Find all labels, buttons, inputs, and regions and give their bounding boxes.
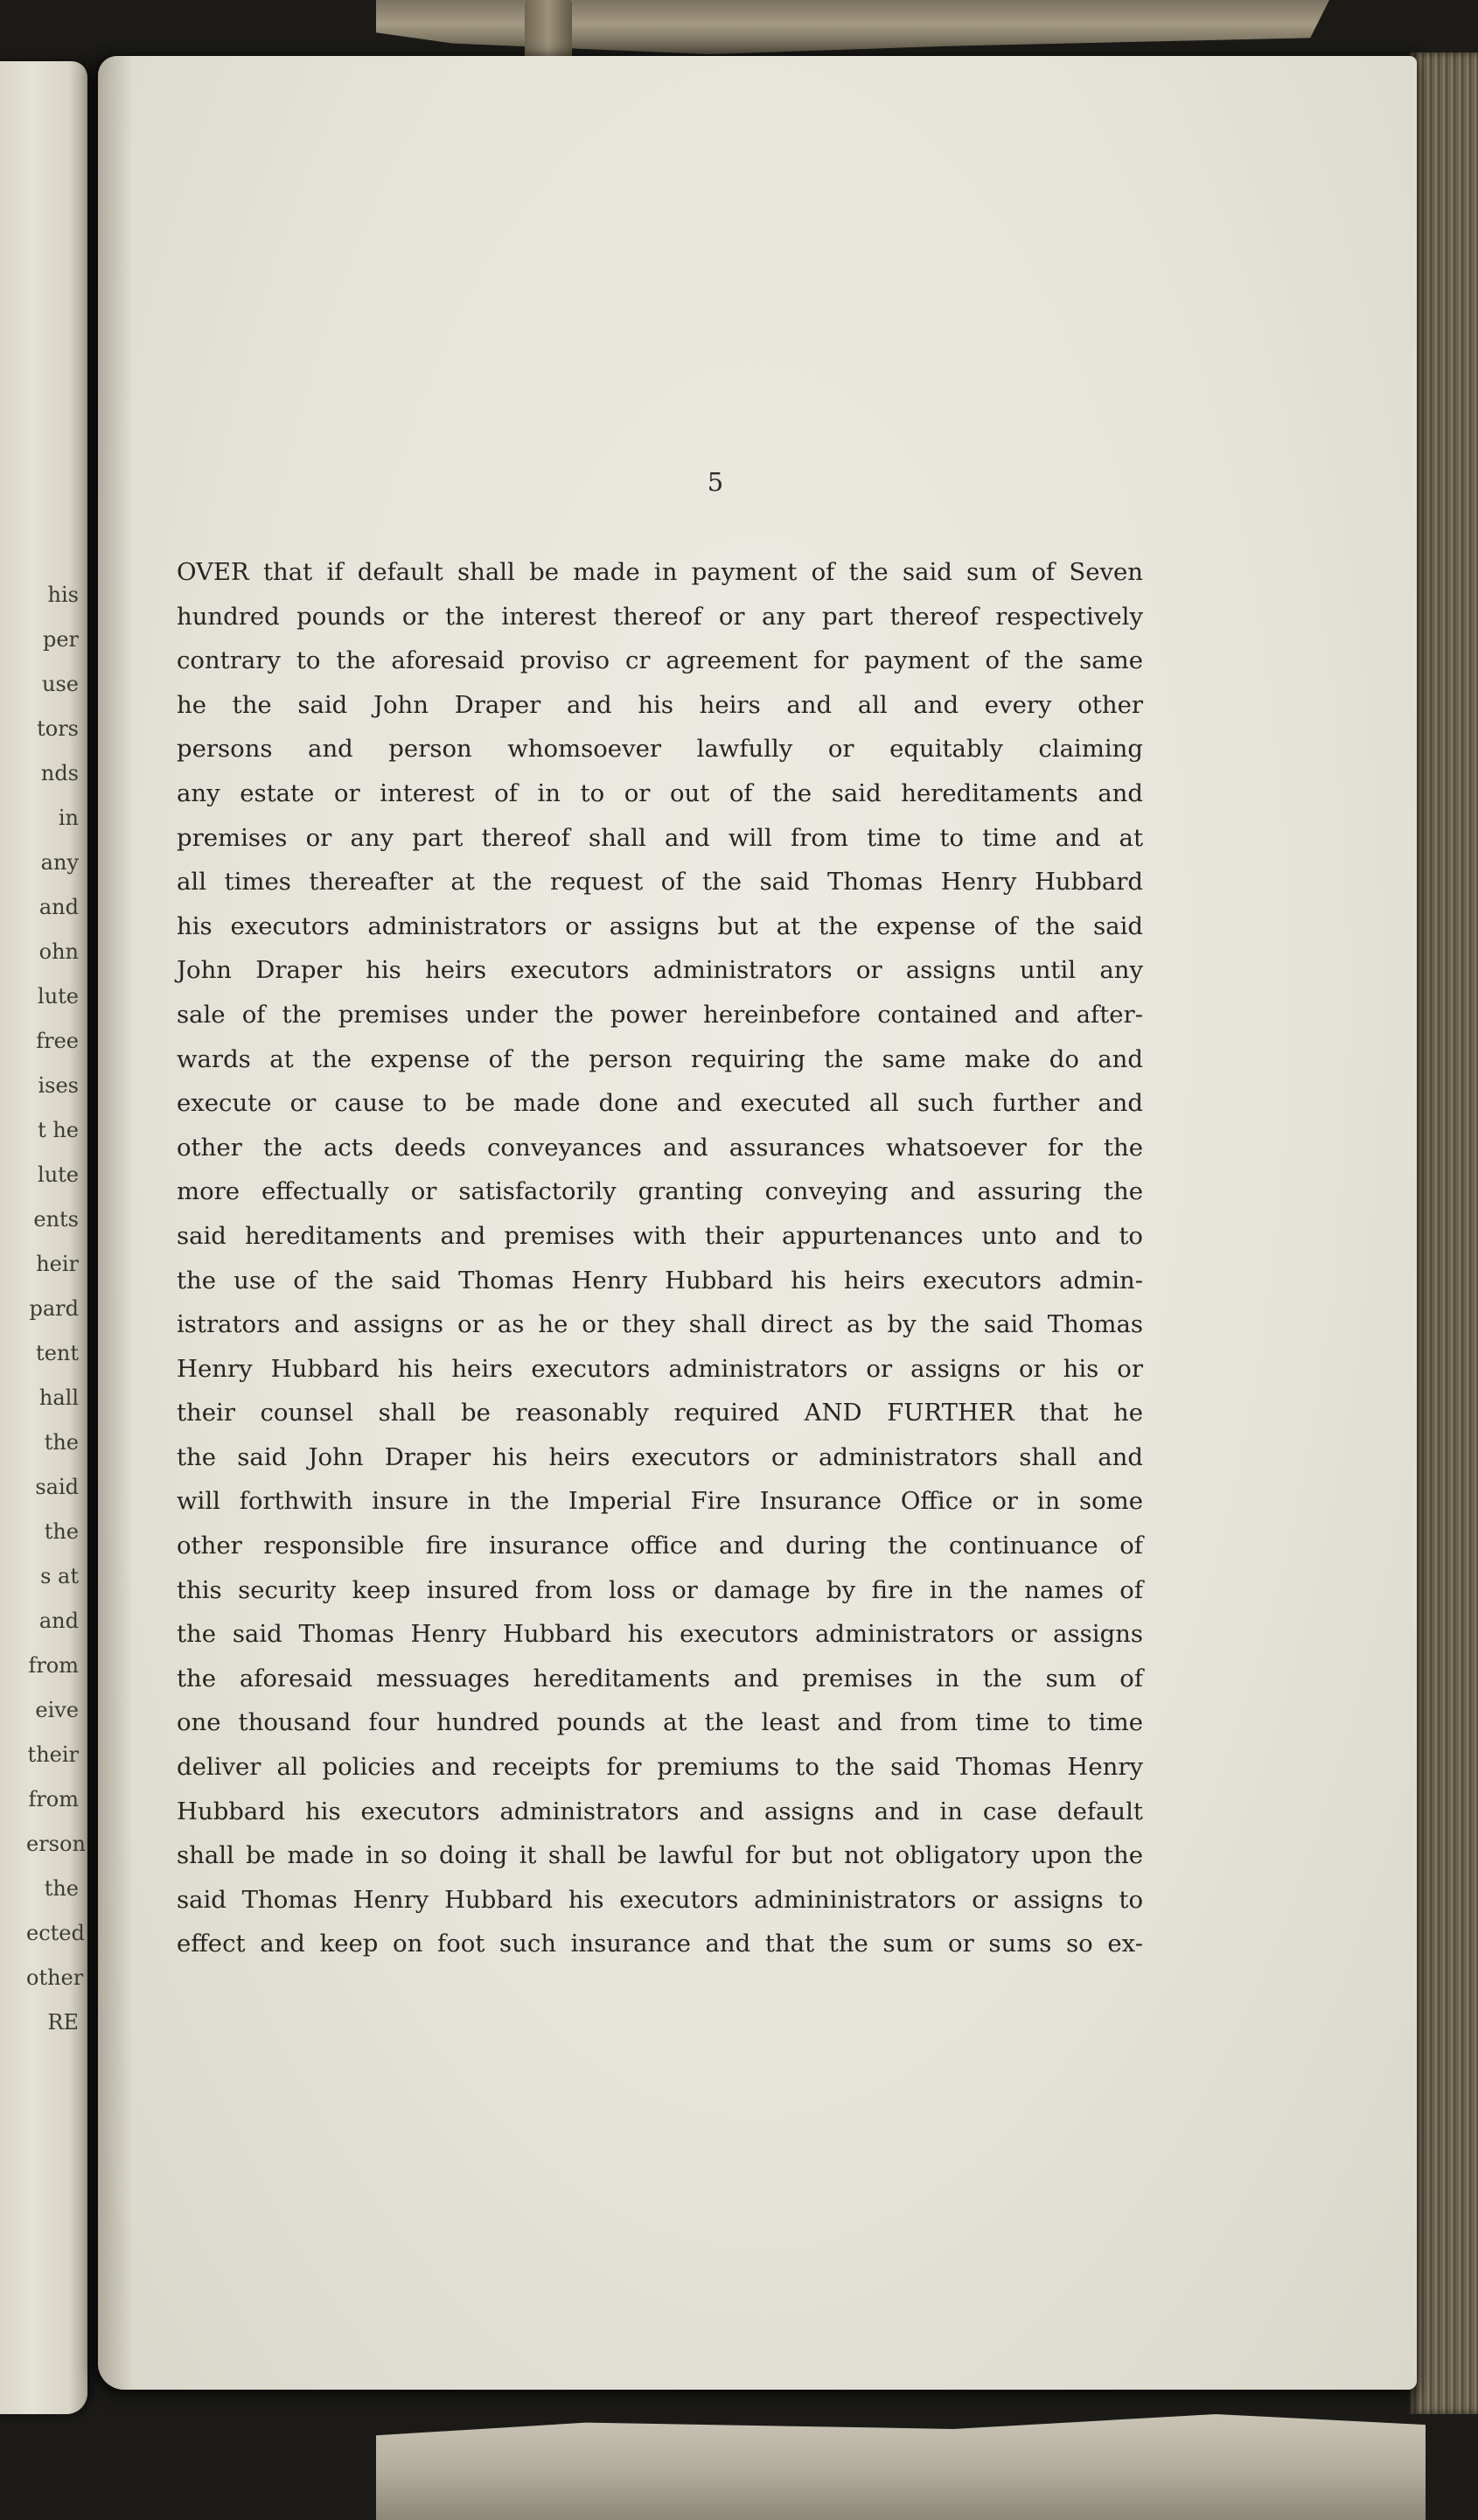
book-fore-edge [1410, 52, 1478, 2414]
left-page-fragment: use [42, 672, 79, 696]
bottom-paper-scrap [376, 2414, 1426, 2520]
left-page-fragment: his [47, 583, 79, 607]
left-page-fragment: from [28, 1653, 79, 1678]
text-line: one thousand four hundred pounds at the least and from time to time [177, 1708, 1143, 1737]
left-page-fragment: in [58, 806, 79, 830]
left-page-fragment: hall [38, 1386, 79, 1410]
text-line: all times thereafter at the request of the said Thomas Henry Hubbard [177, 868, 1143, 897]
page-gutter-shadow [98, 56, 133, 2390]
left-page-fragment: lute [38, 1162, 79, 1187]
text-line: premises or any part thereof shall and will from time to time and at [177, 823, 1143, 852]
text-line: the aforesaid messuages hereditaments and premises in the sum of [177, 1664, 1143, 1693]
left-page-fragment: eive [35, 1698, 79, 1722]
left-page-fragment: the [44, 1519, 79, 1544]
text-line: Henry Hubbard his heirs executors administrators or assigns or his or [177, 1354, 1143, 1383]
text-line: effect and keep on foot such insurance and that the sum or sums so ex- [177, 1930, 1143, 1958]
left-page-fragment: ected [26, 1921, 85, 1945]
text-line: the use of the said Thomas Henry Hubbard his heirs executors admin- [177, 1266, 1143, 1295]
page-number: 5 [707, 467, 724, 497]
left-page-fragment: and [38, 895, 79, 919]
left-page-fragment: ents [33, 1207, 79, 1232]
text-line: shall be made in so doing it shall be lawful for but not obligatory upon the [177, 1841, 1143, 1870]
text-line: OVER that if default shall be made in payment of the said sum of Seven [177, 558, 1143, 586]
left-page-fragment: per [42, 627, 79, 652]
left-page-fragment: other [26, 1965, 84, 1990]
text-line: Hubbard his executors administrators and assigns and in case default [177, 1797, 1143, 1825]
text-line: other responsible fire insurance office and during the continuance of [177, 1532, 1143, 1560]
text-line: their counsel shall be reasonably required AND FURTHER that he [177, 1399, 1143, 1428]
text-line: more effectually or satisfactorily granting conveying and assuring the [177, 1177, 1143, 1206]
previous-page-edge [0, 61, 87, 2414]
text-line: this security keep insured from loss or damage by fire in the names of [177, 1575, 1143, 1604]
text-line: contrary to the aforesaid proviso cr agreement for payment of the same [177, 646, 1143, 675]
text-line: persons and person whomsoever lawfully or equitably claiming [177, 735, 1143, 764]
left-page-fragment: tors [37, 716, 79, 741]
left-page-fragment: said [35, 1475, 79, 1499]
text-line: any estate or interest of in to or out of the said hereditaments and [177, 778, 1143, 807]
text-line: his executors administrators or assigns but at the expense of the said [177, 911, 1143, 940]
left-page-fragment: ises [38, 1073, 79, 1098]
left-page-fragment: ohn [38, 939, 79, 964]
left-page-fragment: nds [40, 761, 79, 785]
text-line: wards at the expense of the person requiring the same make do and [177, 1044, 1143, 1073]
deed-body-text [177, 550, 1143, 1966]
top-paper-scrap [376, 0, 1329, 54]
left-page-fragment: any [40, 850, 79, 875]
text-line: the said Thomas Henry Hubbard his executors administrators or assigns [177, 1620, 1143, 1649]
text-line: sale of the premises under the power hereinbefore contained and after- [177, 1000, 1143, 1029]
left-page-fragment: from [28, 1787, 79, 1811]
left-page-fragment: lute [38, 984, 79, 1009]
text-line: said hereditaments and premises with their appurtenances unto and to [177, 1221, 1143, 1250]
text-line: he the said John Draper and his heirs and all and every other [177, 690, 1143, 719]
text-line: will forthwith insure in the Imperial Fire Insurance Office or in some [177, 1487, 1143, 1516]
text-line: John Draper his heirs executors administrators or assigns until any [177, 956, 1143, 985]
left-page-fragment: RE [47, 2010, 79, 2035]
left-page-fragment: the [44, 1430, 79, 1455]
text-line: said Thomas Henry Hubbard his executors admininistrators or assigns to [177, 1885, 1143, 1914]
text-line: istrators and assigns or as he or they shall direct as by the said Thomas [177, 1310, 1143, 1339]
left-page-fragment: erson [26, 1832, 86, 1856]
left-page-fragment: their [27, 1742, 79, 1767]
left-page-fragment: t he [38, 1118, 79, 1142]
text-line: the said John Draper his heirs executors or administrators shall and [177, 1442, 1143, 1471]
left-page-fragment: and [38, 1609, 79, 1633]
text-line: other the acts deeds conveyances and assurances whatsoever for the [177, 1133, 1143, 1162]
left-page-fragment: tent [36, 1341, 79, 1365]
text-line: execute or cause to be made done and executed all such further and [177, 1089, 1143, 1118]
text-line: deliver all policies and receipts for premiums to the said Thomas Henry [177, 1753, 1143, 1782]
left-page-fragment: pard [29, 1296, 79, 1321]
left-page-fragment: heir [36, 1252, 79, 1276]
previous-page-text-fragments [26, 573, 86, 2045]
document-page [98, 56, 1417, 2390]
left-page-fragment: free [36, 1029, 79, 1053]
left-page-fragment: the [44, 1876, 79, 1901]
text-line: hundred pounds or the interest thereof or any part thereof respectively [177, 602, 1143, 631]
left-page-fragment: s at [40, 1564, 79, 1588]
